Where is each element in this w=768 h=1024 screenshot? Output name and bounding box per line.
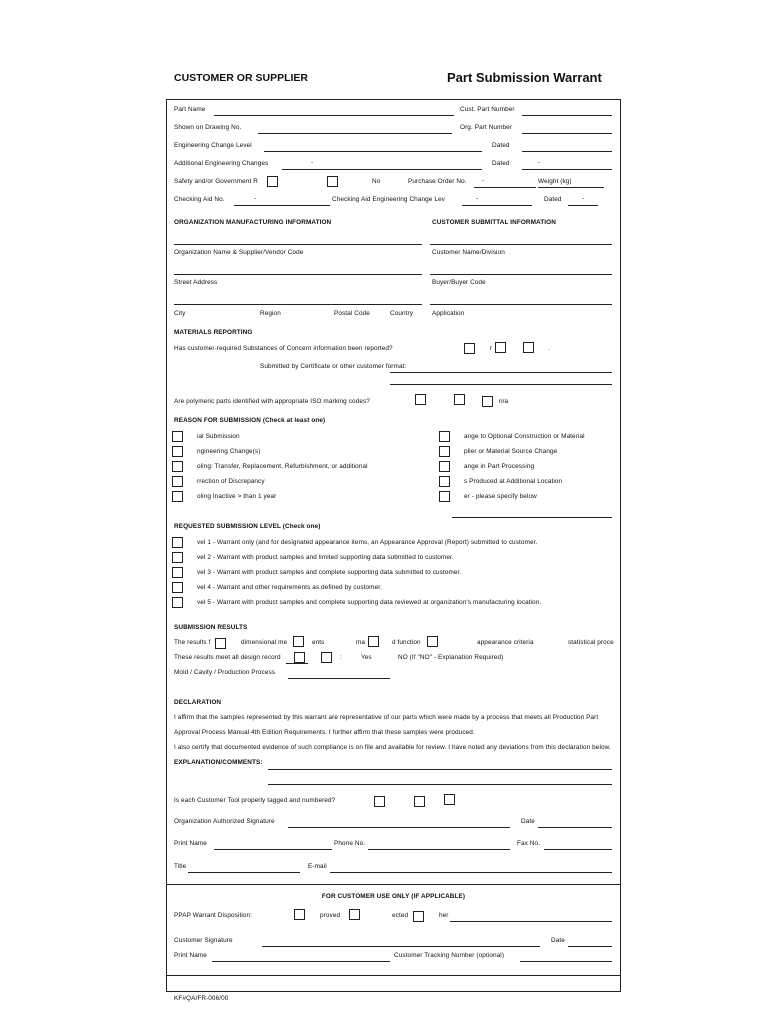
checking-aid-no-value: - [254,195,257,202]
org-name-label: Organization Name & Supplier/Vendor Code [174,249,304,256]
results-dimensional-checkbox[interactable] [215,638,226,649]
disposition-rejected-checkbox[interactable] [349,909,360,920]
form-title: Part Submission Warrant [447,70,602,85]
soc-yes-checkbox[interactable] [464,343,475,354]
iso-yes-checkbox[interactable] [415,394,426,405]
disposition-other-checkbox[interactable] [413,911,424,922]
reason-heading: REASON FOR SUBMISSION (Check at least one) [174,417,326,424]
submitted-by-label: Submitted by Certificate or other customer format: [260,363,407,370]
disposition-approved-label: proved [320,912,341,919]
level-heading: REQUESTED SUBMISSION LEVEL (Check one) [174,523,321,530]
reason-other-field[interactable] [452,517,612,518]
part-name-field[interactable] [214,115,454,116]
cust-part-number-field[interactable] [522,115,612,116]
level-1-checkbox[interactable] [172,537,183,548]
explanation-label: EXPLANATION/COMMENTS: [174,759,263,766]
reason-left-checkbox-3[interactable] [172,461,183,472]
org-part-number-field[interactable] [522,133,612,134]
additional-eng-changes-value: - [311,159,314,166]
phone-field[interactable] [368,849,510,850]
street-field[interactable] [174,274,422,275]
level-3-label: vel 3 - Warrant with product samples and complete supporting data submitted to customer. [197,569,462,576]
results-appearance-checkbox[interactable] [427,636,438,647]
results-ma-label: ma [356,639,366,646]
signature-date-label: Date [521,818,535,825]
results-material-checkbox[interactable] [293,636,304,647]
iso-na-label: n/a [499,398,509,405]
reason-left-checkbox-5[interactable] [172,491,183,502]
reason-left-checkbox-1[interactable] [172,431,183,442]
reason-right-checkbox-4[interactable] [439,476,450,487]
iso-na-checkbox[interactable] [482,396,493,407]
email-label: E-mail [308,863,327,870]
level-3-checkbox[interactable] [172,567,183,578]
reason-right-label-2: plier or Material Source Change [464,448,558,455]
cust-date-label: Date [551,937,565,944]
design-records-yes-checkbox[interactable] [294,652,305,663]
dated-label-2: Dated [492,160,510,167]
tool-yes-checkbox[interactable] [374,796,385,807]
safety-yes-checkbox[interactable] [267,176,278,187]
reason-left-checkbox-2[interactable] [172,446,183,457]
reason-right-checkbox-2[interactable] [439,446,450,457]
dated-label-3: Dated [544,196,562,203]
region-label: Region [260,310,281,317]
city-label: City [174,310,186,317]
disposition-other-label: her [439,912,449,919]
reason-right-checkbox-5[interactable] [439,491,450,502]
checking-aid-eng-value: - [476,195,479,202]
checking-aid-no-field[interactable] [234,205,330,206]
eng-change-level-field[interactable] [264,151,482,152]
cust-print-name-field[interactable] [212,961,390,962]
print-name-field[interactable] [214,849,332,850]
cust-info-heading: CUSTOMER SUBMITTAL INFORMATION [432,219,556,226]
reason-left-label-2: ngineering Change(s) [197,448,261,455]
street-label: Street Address [174,279,218,286]
cust-signature-label: Customer Signature [174,937,233,944]
phone-label: Phone No. [334,840,366,847]
results-appearance-label: appearance criteria [477,639,534,646]
additional-eng-changes-field[interactable] [282,169,482,170]
explanation-field-1[interactable] [268,769,612,770]
cust-part-number-label: Cust. Part Number [460,106,515,113]
level-4-checkbox[interactable] [172,582,183,593]
tool-no-checkbox[interactable] [414,796,425,807]
reason-right-label-5: er - please specify below [464,493,537,500]
level-1-label: vel 1 - Warrant only (and for designated appearance items, an Appearance Approval (Report) submitted to customer. [197,539,538,546]
soc-na-checkbox[interactable] [523,342,534,353]
fax-field[interactable] [544,849,612,850]
city-field[interactable] [174,304,422,305]
results-heading: SUBMISSION RESULTS [174,624,248,631]
reason-left-label-3: oling: Transfer, Replacement, Refurbishment, or additional [197,463,368,470]
reason-right-label-3: ange in Part Processing [464,463,535,470]
cust-name-field[interactable] [430,244,612,245]
reason-right-checkbox-1[interactable] [439,431,450,442]
tracking-field[interactable] [520,961,612,962]
soc-r-fragment: r [490,345,493,352]
safety-no-label: No [372,178,381,185]
level-2-label: vel 2 - Warrant with product samples and limited supporting data submitted to customer. [197,554,454,561]
materials-heading: MATERIALS REPORTING [174,329,253,336]
results-function-checkbox[interactable] [368,636,379,647]
cust-date-field[interactable] [568,946,612,947]
dated-label-1: Dated [492,142,510,149]
cust-name-label: Customer Name/Division [432,249,505,256]
additional-eng-changes-label: Additional Engineering Changes [174,160,269,167]
dated-field-1[interactable] [522,151,612,152]
cust-print-name-label: Print Name [174,952,207,959]
drawing-number-field[interactable] [258,133,452,134]
customer-or-supplier-title: CUSTOMER OR SUPPLIER [174,72,308,84]
soc-dot-fragment: . [548,345,550,352]
level-5-label: vel 5 - Warrant with product samples and complete supporting data reviewed at organization's manufacturing location. [197,599,542,606]
checking-aid-eng-label: Checking Aid Engineering Change Lev [332,196,445,203]
org-info-heading: ORGANIZATION MANUFACTURING INFORMATION [174,219,332,226]
soc-no-checkbox[interactable] [495,342,506,353]
dated-field-2[interactable] [522,169,612,170]
design-records-yes-label: Yes [361,654,372,661]
title-label: Title [174,863,187,870]
cust-signature-field[interactable] [262,946,540,947]
form-code: KF#QA/FR-006/00 [174,995,229,1002]
reason-left-checkbox-4[interactable] [172,476,183,487]
reason-right-label-4: s Produced at Additional Location [464,478,563,485]
declaration-line-3: I also certify that documented evidence of such compliance is on file and available for review. I have noted any deviations from this declaration below. [174,744,611,751]
buyer-field[interactable] [430,274,612,275]
materials-question-2: Are polymeric parts identified with appropriate ISO marking codes? [174,398,370,405]
email-field[interactable] [330,872,612,873]
customer-section-top-rule [166,884,621,885]
buyer-label: Buyer/Buyer Code [432,279,486,286]
disposition-rejected-label: ected [392,912,409,919]
application-label: Application [432,310,465,317]
fax-label: Fax No. [517,840,541,847]
org-signature-field[interactable] [288,827,510,828]
postal-label: Postal Code [334,310,370,317]
declaration-heading: DECLARATION [174,699,222,706]
design-records-no-label: NO (If "NO" - Explanation Required) [398,654,504,661]
disposition-other-field[interactable] [450,921,612,922]
disposition-approved-checkbox[interactable] [294,909,305,920]
explanation-field-2[interactable] [268,784,612,785]
design-records-field[interactable] [286,663,308,664]
dated-field-3[interactable] [568,205,598,206]
level-5-checkbox[interactable] [172,597,183,608]
reason-left-label-5: oling Inactive > than 1 year [197,493,277,500]
part-name-label: Part Name [174,106,206,113]
org-part-number-label: Org. Part Number [460,124,513,131]
submitted-by-field-2[interactable] [390,384,612,385]
org-signature-label: Organization Authorized Signature [174,818,275,825]
disposition-label: PPAP Warrant Disposition: [174,912,253,919]
application-field[interactable] [430,304,612,305]
dated-value-3: - [582,195,585,202]
signature-date-field[interactable] [538,827,612,828]
eng-change-level-label: Engineering Change Level [174,142,252,149]
tracking-label: Customer Tracking Number (optional) [394,952,505,959]
design-records-no-checkbox[interactable] [321,652,332,663]
results-dimensional-label: dimensional me [241,639,288,646]
form-body [166,99,621,992]
results-statistical-label: statistical proce [568,639,614,646]
purchase-order-field[interactable] [474,187,536,188]
level-2-checkbox[interactable] [172,552,183,563]
mold-label: Mold / Cavity / Production Process [174,669,276,676]
customer-use-heading: FOR CUSTOMER USE ONLY (IF APPLICABLE) [321,893,466,900]
reason-right-label-1: ange to Optional Construction or Material [464,433,585,440]
submitted-by-field[interactable] [390,372,612,373]
weight-label: Weight (kg) [538,178,572,185]
design-records-colon: : [340,654,342,661]
dated-value-2: - [538,159,541,166]
reason-right-checkbox-3[interactable] [439,461,450,472]
results-ents-label: ents [312,639,325,646]
country-label: Country [390,310,414,317]
tool-na-checkbox[interactable] [444,794,455,805]
declaration-line-1: I affirm that the samples represented by this warrant are representative of our parts which were made by a process that meets all Production Part [174,714,599,721]
safety-gov-label: Safety and/or Government R [174,178,258,185]
weight-field[interactable] [538,187,604,188]
results-for-label: The results f [174,639,211,646]
mold-field[interactable] [288,678,390,679]
reason-left-label-4: rrection of Discrepancy [197,478,265,485]
declaration-line-2: Approval Process Manual 4th Edition Requirements. I further affirm that these samples were produced. [174,729,475,736]
print-name-label: Print Name [174,840,207,847]
purchase-order-value: - [482,177,485,184]
safety-no-checkbox[interactable] [327,176,338,187]
org-name-field[interactable] [174,244,422,245]
reason-left-label-1: ial Submission [197,433,240,440]
shown-on-drawing-label: Shown on Drawing No. [174,124,242,131]
title-field[interactable] [188,872,300,873]
results-function-label: d function [392,639,421,646]
materials-question-1: Has customer-required Substances of Concern information been reported? [174,345,393,352]
iso-no-checkbox[interactable] [454,394,465,405]
level-4-label: vel 4 - Warrant and other requirements as defined by customer. [197,584,382,591]
checking-aid-no-label: Checking Aid No. [174,196,225,203]
tool-question: Is each Customer Tool properly tagged and numbered? [174,797,336,804]
design-records-label: These results meet all design record [174,654,281,661]
checking-aid-eng-field[interactable] [462,205,532,206]
customer-section-bottom-rule [166,975,621,976]
purchase-order-label: Purchase Order No. [408,178,467,185]
